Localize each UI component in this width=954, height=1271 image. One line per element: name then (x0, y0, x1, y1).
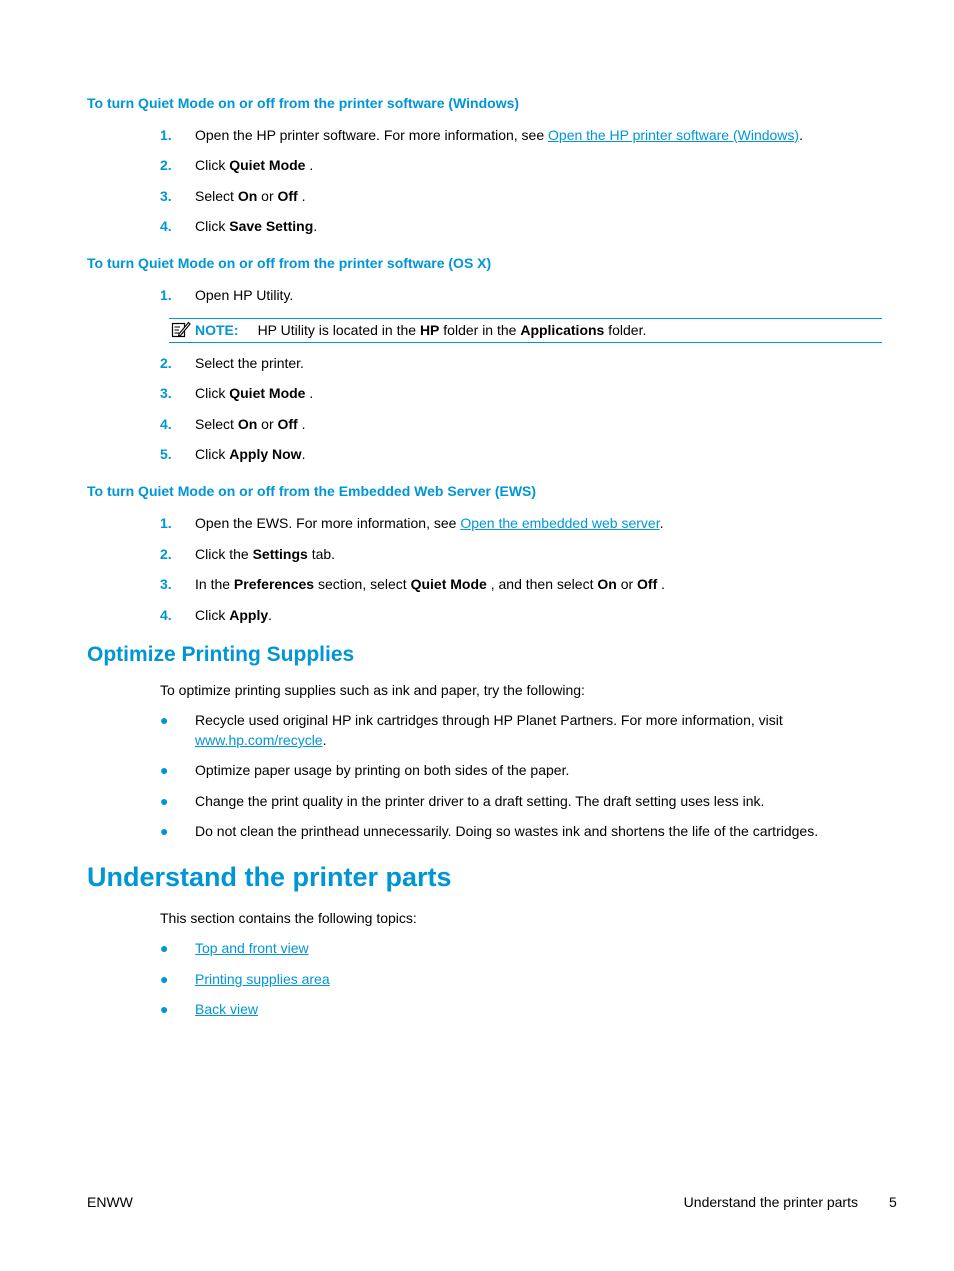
bullet-text: Change the print quality in the printer driver to a draft setting. The draft setting uses less ink. (195, 793, 765, 809)
note-label: NOTE: (195, 322, 239, 338)
step-text: Open the HP printer software. For more information, see Open the HP printer software (Windows). (195, 127, 803, 143)
step-text: Click Quiet Mode . (195, 385, 314, 401)
printing-supplies-area-link[interactable]: Printing supplies area (195, 971, 330, 987)
bullet-text: Recycle used original HP ink cartridges through HP Planet Partners. For more information, visit (195, 712, 783, 728)
footer-section-title: Understand the printer parts (683, 1194, 858, 1210)
step-number: 1. (160, 127, 172, 143)
page-number: 5 (889, 1194, 897, 1210)
bullet-icon: ● (160, 1001, 169, 1017)
step-number: 5. (160, 446, 172, 462)
step-text: Click Apply. (195, 607, 273, 623)
step-text: Click Save Setting. (195, 218, 318, 234)
chapter-heading-printer-parts: Understand the printer parts (87, 862, 452, 892)
back-view-link[interactable]: Back view (195, 1001, 259, 1017)
step-text: In the Preferences section, select Quiet Mode , and then select On or Off . (195, 576, 666, 592)
step-number: 3. (160, 576, 172, 592)
step-number: 4. (160, 416, 172, 432)
step-number: 2. (160, 157, 172, 173)
bullet-icon: ● (160, 971, 169, 987)
top-and-front-view-link[interactable]: Top and front view (195, 940, 309, 956)
step-text: Click the Settings tab. (195, 546, 336, 562)
procedure-heading-osx: To turn Quiet Mode on or off from the printer software (OS X) (87, 255, 492, 271)
footer-left: ENWW (87, 1194, 133, 1210)
step-text: Click Apply Now. (195, 446, 306, 462)
bullet-icon: ● (160, 762, 169, 778)
bullet-text-continued: www.hp.com/recycle. (195, 732, 327, 748)
section-intro: This section contains the following topics: (160, 910, 417, 926)
bullet-icon: ● (160, 712, 169, 728)
note-bottom-rule (169, 342, 882, 343)
step-text: Select the printer. (195, 355, 304, 371)
step-number: 1. (160, 287, 172, 303)
section-intro: To optimize printing supplies such as ink and paper, try the following: (160, 682, 585, 698)
bullet-icon: ● (160, 793, 169, 809)
note-text: NOTE: HP Utility is located in the HP folder in the Applications folder. (195, 322, 647, 338)
hp-recycle-link[interactable]: www.hp.com/recycle (195, 732, 323, 748)
step-number: 3. (160, 385, 172, 401)
open-hp-software-windows-link[interactable]: Open the HP printer software (Windows) (548, 127, 800, 143)
step-text: Open the EWS. For more information, see Open the embedded web server. (195, 515, 664, 531)
note-top-rule (169, 318, 882, 319)
bullet-text: Do not clean the printhead unnecessarily. Doing so wastes ink and shortens the life of the cartridges. (195, 823, 819, 839)
step-number: 2. (160, 546, 172, 562)
step-number: 4. (160, 607, 172, 623)
note-icon (171, 320, 191, 338)
section-heading-optimize: Optimize Printing Supplies (87, 643, 355, 666)
bullet-icon: ● (160, 823, 169, 839)
step-text: Select On or Off . (195, 416, 306, 432)
step-text: Open HP Utility. (195, 287, 294, 303)
open-embedded-web-server-link[interactable]: Open the embedded web server (460, 515, 660, 531)
step-number: 3. (160, 188, 172, 204)
step-number: 4. (160, 218, 172, 234)
step-number: 1. (160, 515, 172, 531)
bullet-icon: ● (160, 940, 169, 956)
step-number: 2. (160, 355, 172, 371)
procedure-heading-windows: To turn Quiet Mode on or off from the printer software (Windows) (87, 95, 520, 111)
step-text: Select On or Off . (195, 188, 306, 204)
step-text: Click Quiet Mode . (195, 157, 314, 173)
procedure-heading-ews: To turn Quiet Mode on or off from the Embedded Web Server (EWS) (87, 483, 537, 499)
bullet-text: Optimize paper usage by printing on both sides of the paper. (195, 762, 570, 778)
